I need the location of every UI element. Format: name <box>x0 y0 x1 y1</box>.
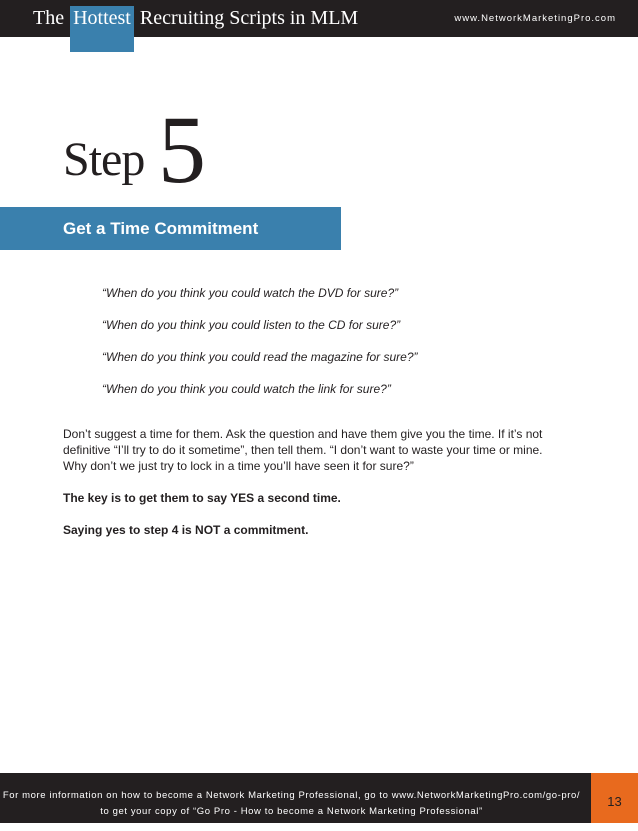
footer-line: to get your copy of “Go Pro - How to become a Network Marketing Professional” <box>100 806 483 817</box>
body-text <box>63 426 583 538</box>
header-bar <box>0 0 638 37</box>
paragraph-line: definitive “I’ll try to do it sometime”, then tell them. “I don’t want to waste your time or mine. <box>63 443 543 457</box>
question-list <box>102 285 418 413</box>
step-label: Step <box>63 133 145 186</box>
commitment-note: Saying yes to step 4 is NOT a commitment. <box>63 523 309 537</box>
page-number-badge: 13 <box>591 773 638 823</box>
step-number: 5 <box>158 96 206 203</box>
footer-info <box>0 788 583 820</box>
section-banner <box>0 207 341 250</box>
footer-line: For more information on how to become a Network Marketing Professional, go to www.NetworkMarketingPro.com/go-pro/ <box>2 790 581 801</box>
body-paragraph <box>63 426 583 474</box>
footer-bar <box>0 773 638 823</box>
paragraph-line: Why don’t we just try to lock in a time you’ll have seen it for sure?” <box>63 459 414 473</box>
header-website: www.NetworkMarketingPro.com <box>454 13 616 24</box>
key-point: The key is to get them to say YES a second time. <box>63 491 341 505</box>
question-item: “When do you think you could read the magazine for sure?” <box>102 350 418 364</box>
section-title: Get a Time Commitment <box>63 219 259 238</box>
question-item: “When do you think you could listen to the CD for sure?” <box>102 318 401 332</box>
title-highlight: Hottest <box>70 6 134 52</box>
question-item: “When do you think you could watch the DVD for sure?” <box>102 286 399 300</box>
question-item: “When do you think you could watch the link for sure?” <box>102 382 391 396</box>
title-suffix: Recruiting Scripts in MLM <box>139 7 359 29</box>
document-title <box>33 6 358 52</box>
paragraph-line: Don’t suggest a time for them. Ask the question and have them give you the time. If it’s not <box>63 427 543 441</box>
title-prefix: The <box>33 7 65 29</box>
